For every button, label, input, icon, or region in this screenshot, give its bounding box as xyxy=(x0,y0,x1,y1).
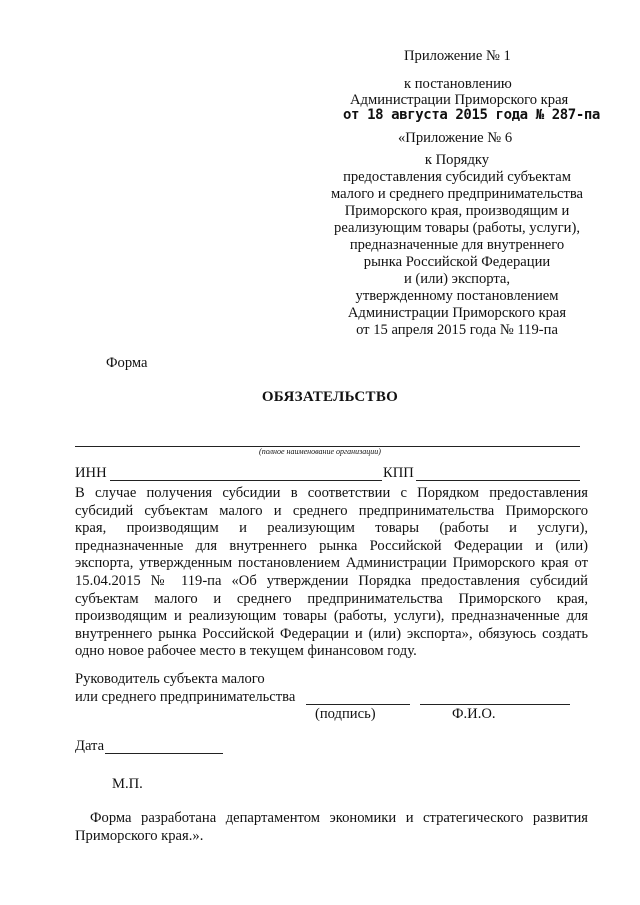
order-line: рынка Российской Федерации xyxy=(363,254,551,270)
kpp-label: КПП xyxy=(383,465,414,481)
admin-label: Администрации Приморского края xyxy=(350,92,569,108)
paragraph-line: внутреннего рынка Российской Федерации и (или) экспорта», обязуюсь создать xyxy=(75,626,588,642)
order-line: от 15 апреля 2015 года № 119-па xyxy=(356,322,558,338)
footer-line: Форма разработана департаментом экономики и стратегического развития xyxy=(90,810,588,826)
organization-caption: (полное наименование организации) xyxy=(259,447,381,456)
kpp-field[interactable] xyxy=(416,480,580,481)
form-label: Форма xyxy=(106,355,148,371)
date-field[interactable] xyxy=(105,753,223,754)
signature-field[interactable] xyxy=(306,704,410,705)
to-resolution-label: к постановлению xyxy=(404,76,512,92)
paragraph-line: экспорта, утвержденным постановлением Администрации Приморского края от xyxy=(75,555,588,571)
order-line: и (или) экспорта, xyxy=(403,271,511,287)
paragraph-line: 15.04.2015 № 119-па «Об утверждении Порядка предоставления субсидий xyxy=(75,573,588,589)
paragraph-line: субсидий субъектам малого и среднего предпринимательства Приморского xyxy=(75,503,588,519)
order-line: предоставления субсидий субъектам xyxy=(343,169,571,185)
appendix6-label: «Приложение № 6 xyxy=(398,130,513,146)
footer-line: Приморского края.». xyxy=(75,828,204,844)
resolution-stamp: от 18 августа 2015 года № 287-па xyxy=(343,107,600,123)
signature-caption: (подпись) xyxy=(315,706,376,722)
paragraph-line: предназначенные для внутреннего рынка Российской Федерации и (или) xyxy=(75,538,588,554)
inn-field[interactable] xyxy=(110,480,382,481)
appendix-number: Приложение № 1 xyxy=(404,48,511,64)
paragraph-line: края, производящим и реализующим товары (работы и услуги), xyxy=(75,520,588,536)
signatory-line1: Руководитель субъекта малого xyxy=(75,671,265,687)
paragraph-line: субъектам малого и среднего предпринимательства Приморского края, xyxy=(75,591,588,607)
full-name-caption: Ф.И.О. xyxy=(452,706,496,722)
seal-label: М.П. xyxy=(112,776,143,792)
date-label: Дата xyxy=(75,738,105,754)
order-line: Приморского края, производящим и xyxy=(344,203,570,219)
order-line: реализующим товары (работы, услуги), xyxy=(334,220,580,236)
order-line: малого и среднего предпринимательства xyxy=(330,186,584,202)
order-line: к Порядку xyxy=(424,152,490,168)
order-line: Администрации Приморского края xyxy=(347,305,567,321)
paragraph-line: В случае получения субсидии в соответствии с Порядком предоставления xyxy=(75,485,588,501)
order-reference xyxy=(297,152,617,339)
paragraph-line: производящим и реализующим товары (работы, услуги), предназначенные для xyxy=(75,608,588,624)
order-line: утвержденному постановлением xyxy=(355,288,559,304)
signatory-line2: или среднего предпринимательства xyxy=(75,689,296,705)
document-title: ОБЯЗАТЕЛЬСТВО xyxy=(261,389,399,405)
order-line: предназначенные для внутреннего xyxy=(349,237,565,253)
paragraph-line: одно новое рабочее место в текущем финансовом году. xyxy=(75,643,417,659)
full-name-field[interactable] xyxy=(420,704,570,705)
inn-label: ИНН xyxy=(75,465,107,481)
